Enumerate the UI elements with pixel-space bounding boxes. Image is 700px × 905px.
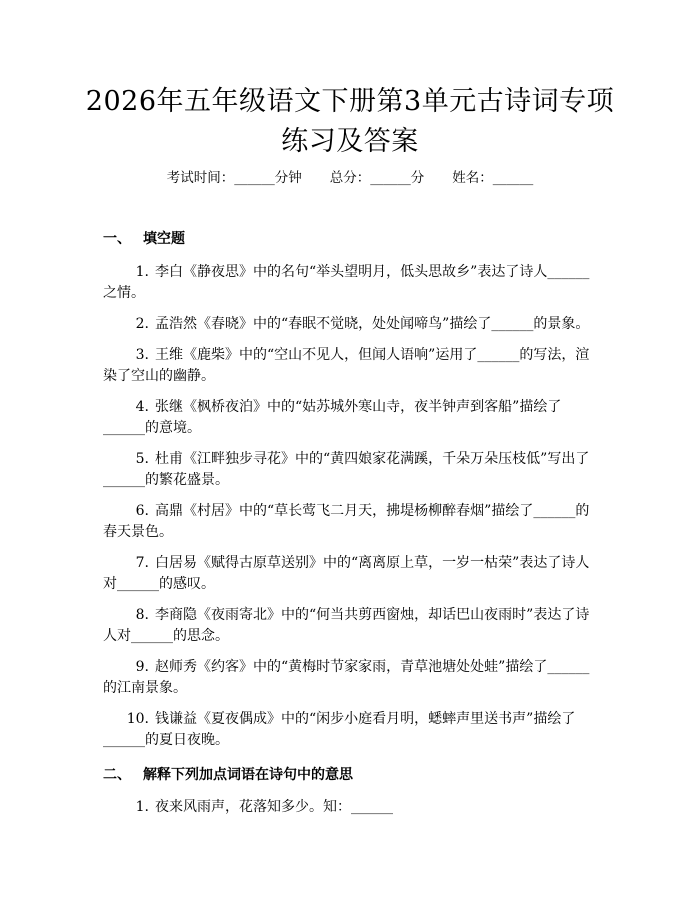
question-number: 10. <box>126 711 149 727</box>
question-number: 4. <box>135 399 149 415</box>
question-text: 李商隐《夜雨寄北》中的“何当共剪西窗烛，却话巴山夜雨时”表达了诗人对______的思念。 <box>103 607 590 644</box>
question-item <box>103 605 598 647</box>
question-item <box>103 797 598 818</box>
question-item <box>103 262 598 304</box>
question-number: 3. <box>135 347 149 363</box>
question-text: 钱谦益《夏夜偶成》中的“闲步小庭看月明，蟋蟀声里送书声”描绘了______的夏日夜晚。 <box>103 711 576 748</box>
question-number: 9. <box>135 659 149 675</box>
title-line-2: 练习及答案 <box>281 126 419 157</box>
question-item <box>103 345 598 387</box>
question-text: 杜甫《江畔独步寻花》中的“黄四娘家花满蹊，千朵万朵压枝低”写出了______的繁花盛景。 <box>103 451 590 488</box>
section-number: 一、 <box>103 231 131 247</box>
question-text: 王维《鹿柴》中的“空山不见人，但闻人语响”运用了______的写法，渲染了空山的幽静。 <box>103 347 590 384</box>
question-number: 8. <box>135 607 149 623</box>
question-item <box>103 449 598 491</box>
question-text: 白居易《赋得古原草送别》中的“离离原上草，一岁一枯荣”表达了诗人对______的感叹。 <box>103 555 590 592</box>
section-heading-1 <box>103 229 185 249</box>
question-number: 6. <box>135 503 149 519</box>
title-line-1: 2026年五年级语文下册第3单元古诗词专项 <box>85 86 615 117</box>
question-text: 张继《枫桥夜泊》中的“姑苏城外寒山寺，夜半钟声到客船”描绘了______的意境。 <box>103 399 562 436</box>
exam-info <box>0 168 700 188</box>
question-text: 高鼎《村居》中的“草长莺飞二月天，拂堤杨柳醉春烟”描绘了______的春天景色。 <box>103 503 590 540</box>
question-number: 1. <box>135 799 149 815</box>
document-title <box>60 82 640 162</box>
question-text: 夜来风雨声，花落知多少。知：______ <box>155 799 393 815</box>
name-field: 姓名：______ <box>452 170 534 186</box>
question-item <box>103 397 598 439</box>
question-number: 5. <box>135 451 149 467</box>
total-score-field: 总分：______分 <box>329 170 425 186</box>
question-number: 7. <box>135 555 149 571</box>
question-item <box>103 501 598 543</box>
section-number: 二、 <box>103 767 131 783</box>
section-title: 填空题 <box>143 231 185 247</box>
question-text: 孟浩然《春晓》中的“春眠不觉晓，处处闻啼鸟”描绘了______的景象。 <box>155 316 590 332</box>
section-heading-2 <box>103 765 353 785</box>
question-number: 1. <box>135 264 149 280</box>
question-item <box>103 657 598 699</box>
question-item <box>103 314 598 335</box>
question-item <box>103 553 598 595</box>
question-item <box>103 709 598 751</box>
question-text: 李白《静夜思》中的名句“举头望明月，低头思故乡”表达了诗人______之情。 <box>103 264 590 301</box>
question-text: 赵师秀《约客》中的“黄梅时节家家雨，青草池塘处处蛙”描绘了______的江南景象。 <box>103 659 590 696</box>
exam-time-field: 考试时间：______分钟 <box>166 170 302 186</box>
question-number: 2. <box>135 316 149 332</box>
section-title: 解释下列加点词语在诗句中的意思 <box>143 767 353 783</box>
